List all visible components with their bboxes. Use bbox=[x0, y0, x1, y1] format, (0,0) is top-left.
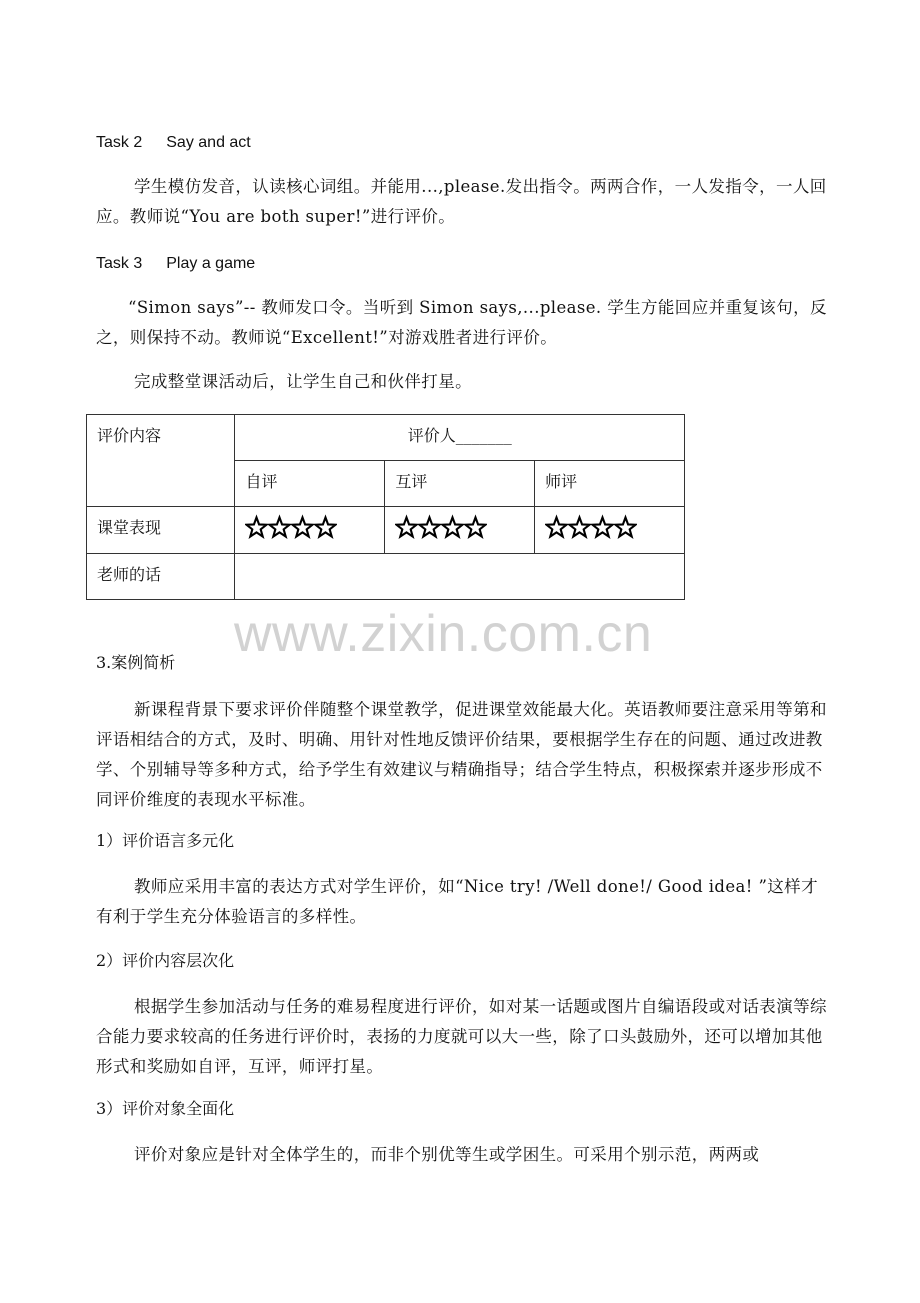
task2-title: Say and act bbox=[166, 134, 251, 151]
table-subheader-self: 自评 bbox=[235, 461, 385, 507]
star-icon bbox=[464, 511, 487, 545]
table-row-label-teacher-words: 老师的话 bbox=[87, 554, 235, 600]
star-icon bbox=[395, 511, 418, 545]
table-header-content: 评价内容 bbox=[87, 415, 235, 507]
stars-cell-peer bbox=[385, 507, 535, 554]
star-icon bbox=[291, 511, 314, 545]
teacher-words-cell bbox=[235, 554, 685, 600]
table-row-label-performance: 课堂表现 bbox=[87, 507, 235, 554]
star-icon bbox=[441, 511, 464, 545]
point1-heading: 1）评价语言多元化 bbox=[96, 831, 235, 850]
task3-title: Play a game bbox=[166, 255, 256, 272]
point3-text: 评价对象应是针对全体学生的，而非个别优等生或学困生。可采用个别示范，两两或 bbox=[134, 1145, 760, 1164]
table-subheader-peer: 互评 bbox=[385, 461, 535, 507]
task2-number: Task 2 bbox=[96, 134, 143, 151]
point1-text: 教师应采用丰富的表达方式对学生评价，如“Nice try! /Well done!/ Good idea! ”这样才有利于学生充分体验语言的多样性。 bbox=[96, 877, 818, 926]
point2-heading: 2）评价内容层次化 bbox=[96, 951, 235, 970]
table-header-evaluator: 评价人_______ bbox=[235, 415, 685, 461]
star-group bbox=[245, 511, 374, 545]
table-subheader-teacher: 师评 bbox=[535, 461, 685, 507]
evaluation-table bbox=[86, 414, 685, 600]
star-icon bbox=[314, 511, 337, 545]
star-icon bbox=[245, 511, 268, 545]
after-class-text: 完成整堂课活动后，让学生自己和伙伴打星。 bbox=[134, 372, 472, 391]
stars-cell-self bbox=[235, 507, 385, 554]
star-icon bbox=[591, 511, 614, 545]
task3-number: Task 3 bbox=[96, 255, 143, 272]
task2-heading bbox=[96, 133, 251, 153]
star-icon bbox=[568, 511, 591, 545]
star-icon bbox=[268, 511, 291, 545]
section3-intro: 新课程背景下要求评价伴随整个课堂教学，促进课堂效能最大化。英语教师要注意采用等第和评语相结合的方式，及时、明确、用针对性地反馈评价结果，要根据学生存在的问题、通过改进教学、个别辅导等多种方式，给予学生有效建议与精确指导；结合学生特点，积极探索并逐步形成不同评价维度的表现水平标准。 bbox=[96, 700, 827, 809]
star-icon bbox=[545, 511, 568, 545]
watermark: www.zixin.com.cn bbox=[234, 605, 653, 663]
task3-heading bbox=[96, 254, 255, 274]
stars-cell-teacher bbox=[535, 507, 685, 554]
star-group bbox=[395, 511, 524, 545]
section3-heading: 3.案例简析 bbox=[96, 653, 176, 672]
task3-paragraph: “Simon says”-- 教师发口令。当听到 Simon says,...please. 学生方能回应并重复该句，反之，则保持不动。教师说“Excellent!”对游戏胜者进行评价。 bbox=[96, 298, 827, 347]
star-group bbox=[545, 511, 674, 545]
task2-paragraph: 学生模仿发音，认读核心词组。并能用...,please.发出指令。两两合作，一人发指令，一人回应。教师说“You are both super!”进行评价。 bbox=[96, 177, 827, 226]
point3-heading: 3）评价对象全面化 bbox=[96, 1099, 235, 1118]
point2-text: 根据学生参加活动与任务的难易程度进行评价，如对某一话题或图片自编语段或对话表演等综合能力要求较高的任务进行评价时，表扬的力度就可以大一些，除了口头鼓励外，还可以增加其他形式和奖励如自评，互评，师评打星。 bbox=[96, 997, 827, 1076]
star-icon bbox=[614, 511, 637, 545]
star-icon bbox=[418, 511, 441, 545]
